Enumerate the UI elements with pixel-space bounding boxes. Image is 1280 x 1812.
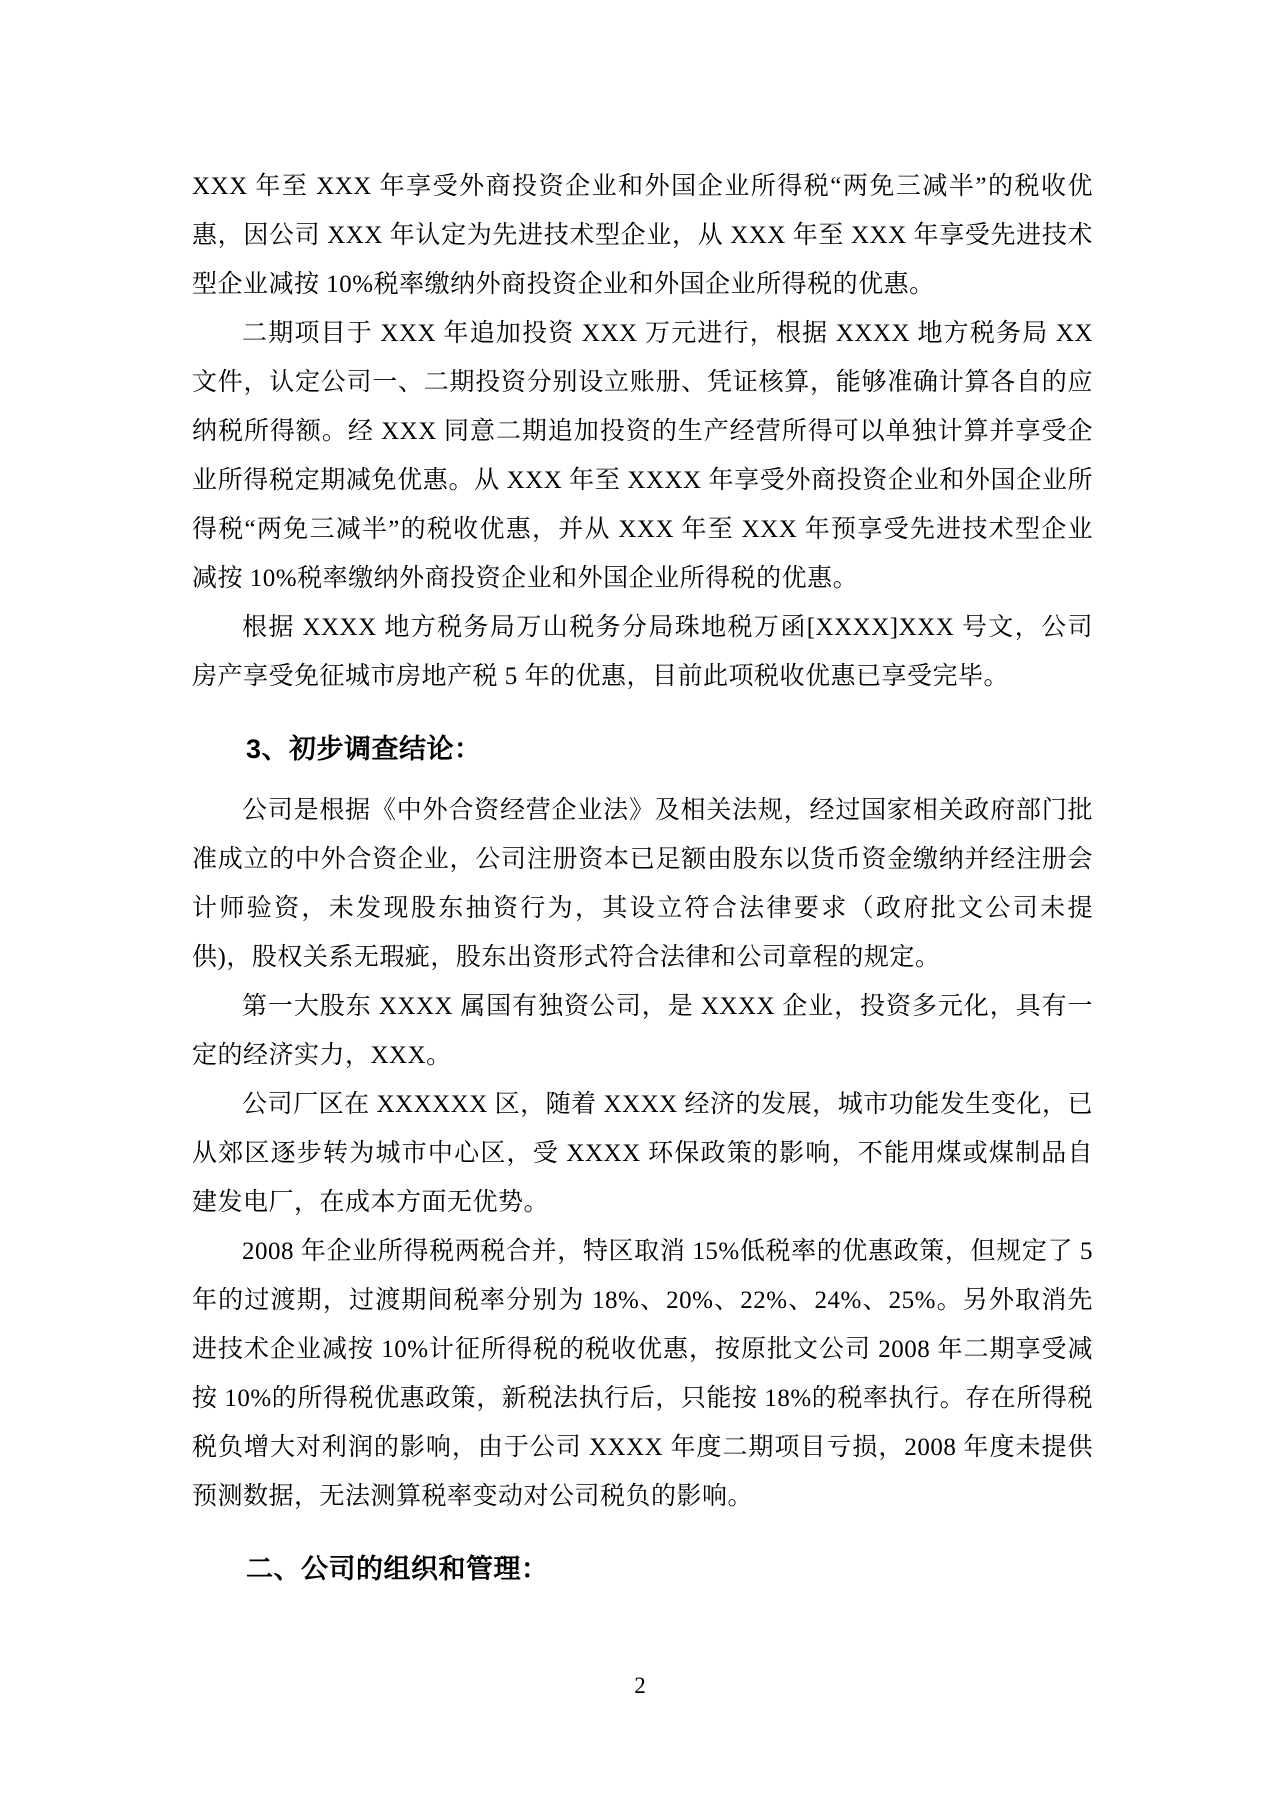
paragraph-property-tax-exemption: 根据 XXXX 地方税务局万山税务分局珠地税万函[XXXX]XXX 号文，公司房产享受免征城市房地产税 5 年的优惠，目前此项税收优惠已享受完毕。 xyxy=(192,614,1093,690)
paragraph-largest-shareholder: 第一大股东 XXXX 属国有独资公司，是 XXXX 企业，投资多元化，具有一定的经济实力，XXX。 xyxy=(192,993,1093,1069)
section-heading-organization-management: 二、公司的组织和管理： xyxy=(246,1554,549,1584)
section-heading-preliminary-conclusion: 3、初步调查结论： xyxy=(246,734,482,764)
page-body xyxy=(192,162,1093,1606)
paragraph-factory-location: 公司厂区在 XXXXXX 区，随着 XXXX 经济的发展，城市功能发生变化，已从郊区逐步转为城市中心区，受 XXXX 环保政策的影响，不能用煤或煤制品自建发电厂，在成本方面无优势。 xyxy=(192,1091,1093,1216)
paragraph-joint-venture-establishment: 公司是根据《中外合资经营企业法》及相关法规，经过国家相关政府部门批准成立的中外合资企业，公司注册资本已足额由股东以货币资金缴纳并经注册会计师验资，未发现股东抽资行为，其设立符合法律要求（政府批文公司未提供)，股权关系无瑕疵，股东出资形式符合法律和公司章程的规定。 xyxy=(192,797,1093,971)
paragraph-tax-incentive-continuation: XXX 年至 XXX 年享受外商投资企业和外国企业所得税“两免三减半”的税收优惠，因公司 XXX 年认定为先进技术型企业，从 XXX 年至 XXX 年享受先进技术型企业减按 10%税率缴纳外商投资企业和外国企业所得税的优惠。 xyxy=(192,173,1093,298)
page-number: 2 xyxy=(634,1673,646,1698)
paragraph-2008-tax-reform: 2008 年企业所得税两税合并，特区取消 15%低税率的优惠政策，但规定了 5 年的过渡期，过渡期间税率分别为 18%、20%、22%、24%、25%。另外取消先进技术企业减按 10%计征所得税的税收优惠，按原批文公司 2008 年二期享受减按 10%的所得税优惠政策，新税法执行后，只能按 18%的税率执行。存在所得税税负增大对利润的影响，由于公司 XXXX 年度二期项目亏损，2008 年度未提供预测数据，无法测算税率变动对公司税负的影响。 xyxy=(192,1238,1093,1510)
paragraph-phase-two-project: 二期项目于 XXX 年追加投资 XXX 万元进行，根据 XXXX 地方税务局 XX 文件，认定公司一、二期投资分别设立账册、凭证核算，能够准确计算各自的应纳税所得额。经 XXX 同意二期追加投资的生产经营所得可以单独计算并享受企业所得税定期减免优惠。从 XXX 年至 XXXX 年享受外商投资企业和外国企业所得税“两免三减半”的税收优惠，并从 XXX 年至 XXX 年预享受先进技术型企业减按 10%税率缴纳外商投资企业和外国企业所得税的优惠。 xyxy=(192,320,1093,592)
